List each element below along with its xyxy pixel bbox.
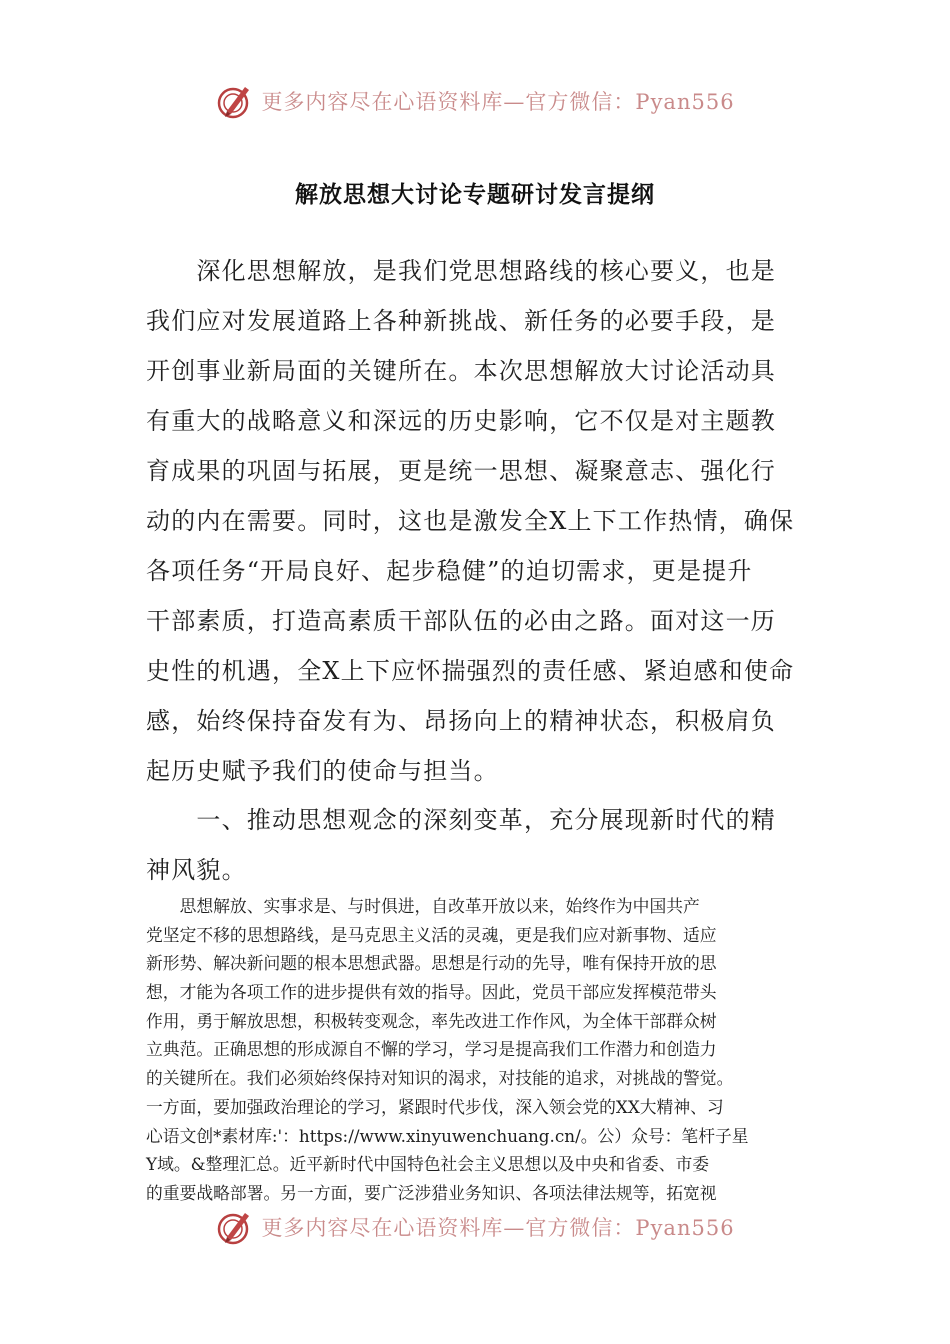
section-heading xyxy=(146,795,812,895)
text-line: 育成果的巩固与拓展，更是统一思想、凝聚意志、强化行 xyxy=(146,457,776,485)
text-line: 党坚定不移的思想路线，是马克思主义活的灵魂，更是我们应对新事物、适应 xyxy=(146,924,717,945)
text-line: 开创事业新局面的关键所在。本次思想解放大讨论活动具 xyxy=(146,357,776,385)
text-line: 史性的机遇，全X上下应怀揣强烈的责任感、紧迫感和使命 xyxy=(146,657,795,685)
text-line: 一方面，要加强政治理论的学习，紧跟时代步伐，深入领会党的XX大精神、习 xyxy=(146,1096,724,1117)
text-line: 立典范。正确思想的形成源自不懈的学习，学习是提高我们工作潜力和创造力 xyxy=(146,1039,717,1060)
header-banner-text: 更多内容尽在心语资料库—官方微信：Pyan556 xyxy=(261,90,735,114)
text-line: 心语文创*素材库:'：https://www.xinyuwenchuang.cn/。公）众号：笔杆子星 xyxy=(146,1125,749,1146)
text-line: 一、推动思想观念的深刻变革，充分展现新时代的精 xyxy=(146,806,776,834)
text-line: 各项任务“开局良好、起步稳健”的迫切需求，更是提升 xyxy=(146,557,753,585)
text-line: 新形势、解决新问题的根本思想武器。思想是行动的先导，唯有保持开放的思 xyxy=(146,953,717,974)
text-line: 作用，勇于解放思想，积极转变观念，率先改进工作作风，为全体干部群众树 xyxy=(146,1010,717,1031)
text-line: 的重要战略部署。另一方面，要广泛涉猎业务知识、各项法律法规等，拓宽视 xyxy=(146,1182,717,1203)
body-paragraph xyxy=(146,892,812,1208)
footer-banner-text: 更多内容尽在心语资料库—官方微信：Pyan556 xyxy=(261,1216,735,1240)
text-line: Y域。&整理汇总。近平新时代中国特色社会主义思想以及中央和省委、市委 xyxy=(146,1154,710,1175)
document-title: 解放思想大讨论专题研讨发言提纲 xyxy=(295,181,655,208)
text-line: 我们应对发展道路上各种新挑战、新任务的必要手段，是 xyxy=(146,307,776,335)
text-line: 动的内在需要。同时，这也是激发全X上下工作热情，确保 xyxy=(146,507,795,535)
text-line: 深化思想解放，是我们党思想路线的核心要义，也是 xyxy=(146,257,776,285)
header-banner xyxy=(0,79,950,123)
text-line: 干部素质，打造高素质干部队伍的必由之路。面对这一历 xyxy=(146,607,776,635)
text-line: 神风貌。 xyxy=(146,856,247,884)
text-line: 感，始终保持奋发有为、昂扬向上的精神状态，积极肩负 xyxy=(146,707,776,735)
text-line: 有重大的战略意义和深远的历史影响，它不仅是对主题教 xyxy=(146,407,776,435)
footer-banner xyxy=(0,1205,950,1249)
text-line: 思想解放、实事求是、与时俱进，自改革开放以来，始终作为中国共产 xyxy=(146,896,700,916)
text-line: 的关键所在。我们必须始终保持对知识的渴求，对技能的追求，对挑战的警觉。 xyxy=(146,1068,734,1089)
pen-logo-icon xyxy=(215,1207,255,1247)
intro-paragraph xyxy=(146,246,812,796)
text-line: 起历史赋予我们的使命与担当。 xyxy=(146,757,499,785)
text-line: 想，才能为各项工作的进步提供有效的指导。因此，党员干部应发挥模范带头 xyxy=(146,982,717,1003)
pen-logo-icon xyxy=(215,81,255,121)
